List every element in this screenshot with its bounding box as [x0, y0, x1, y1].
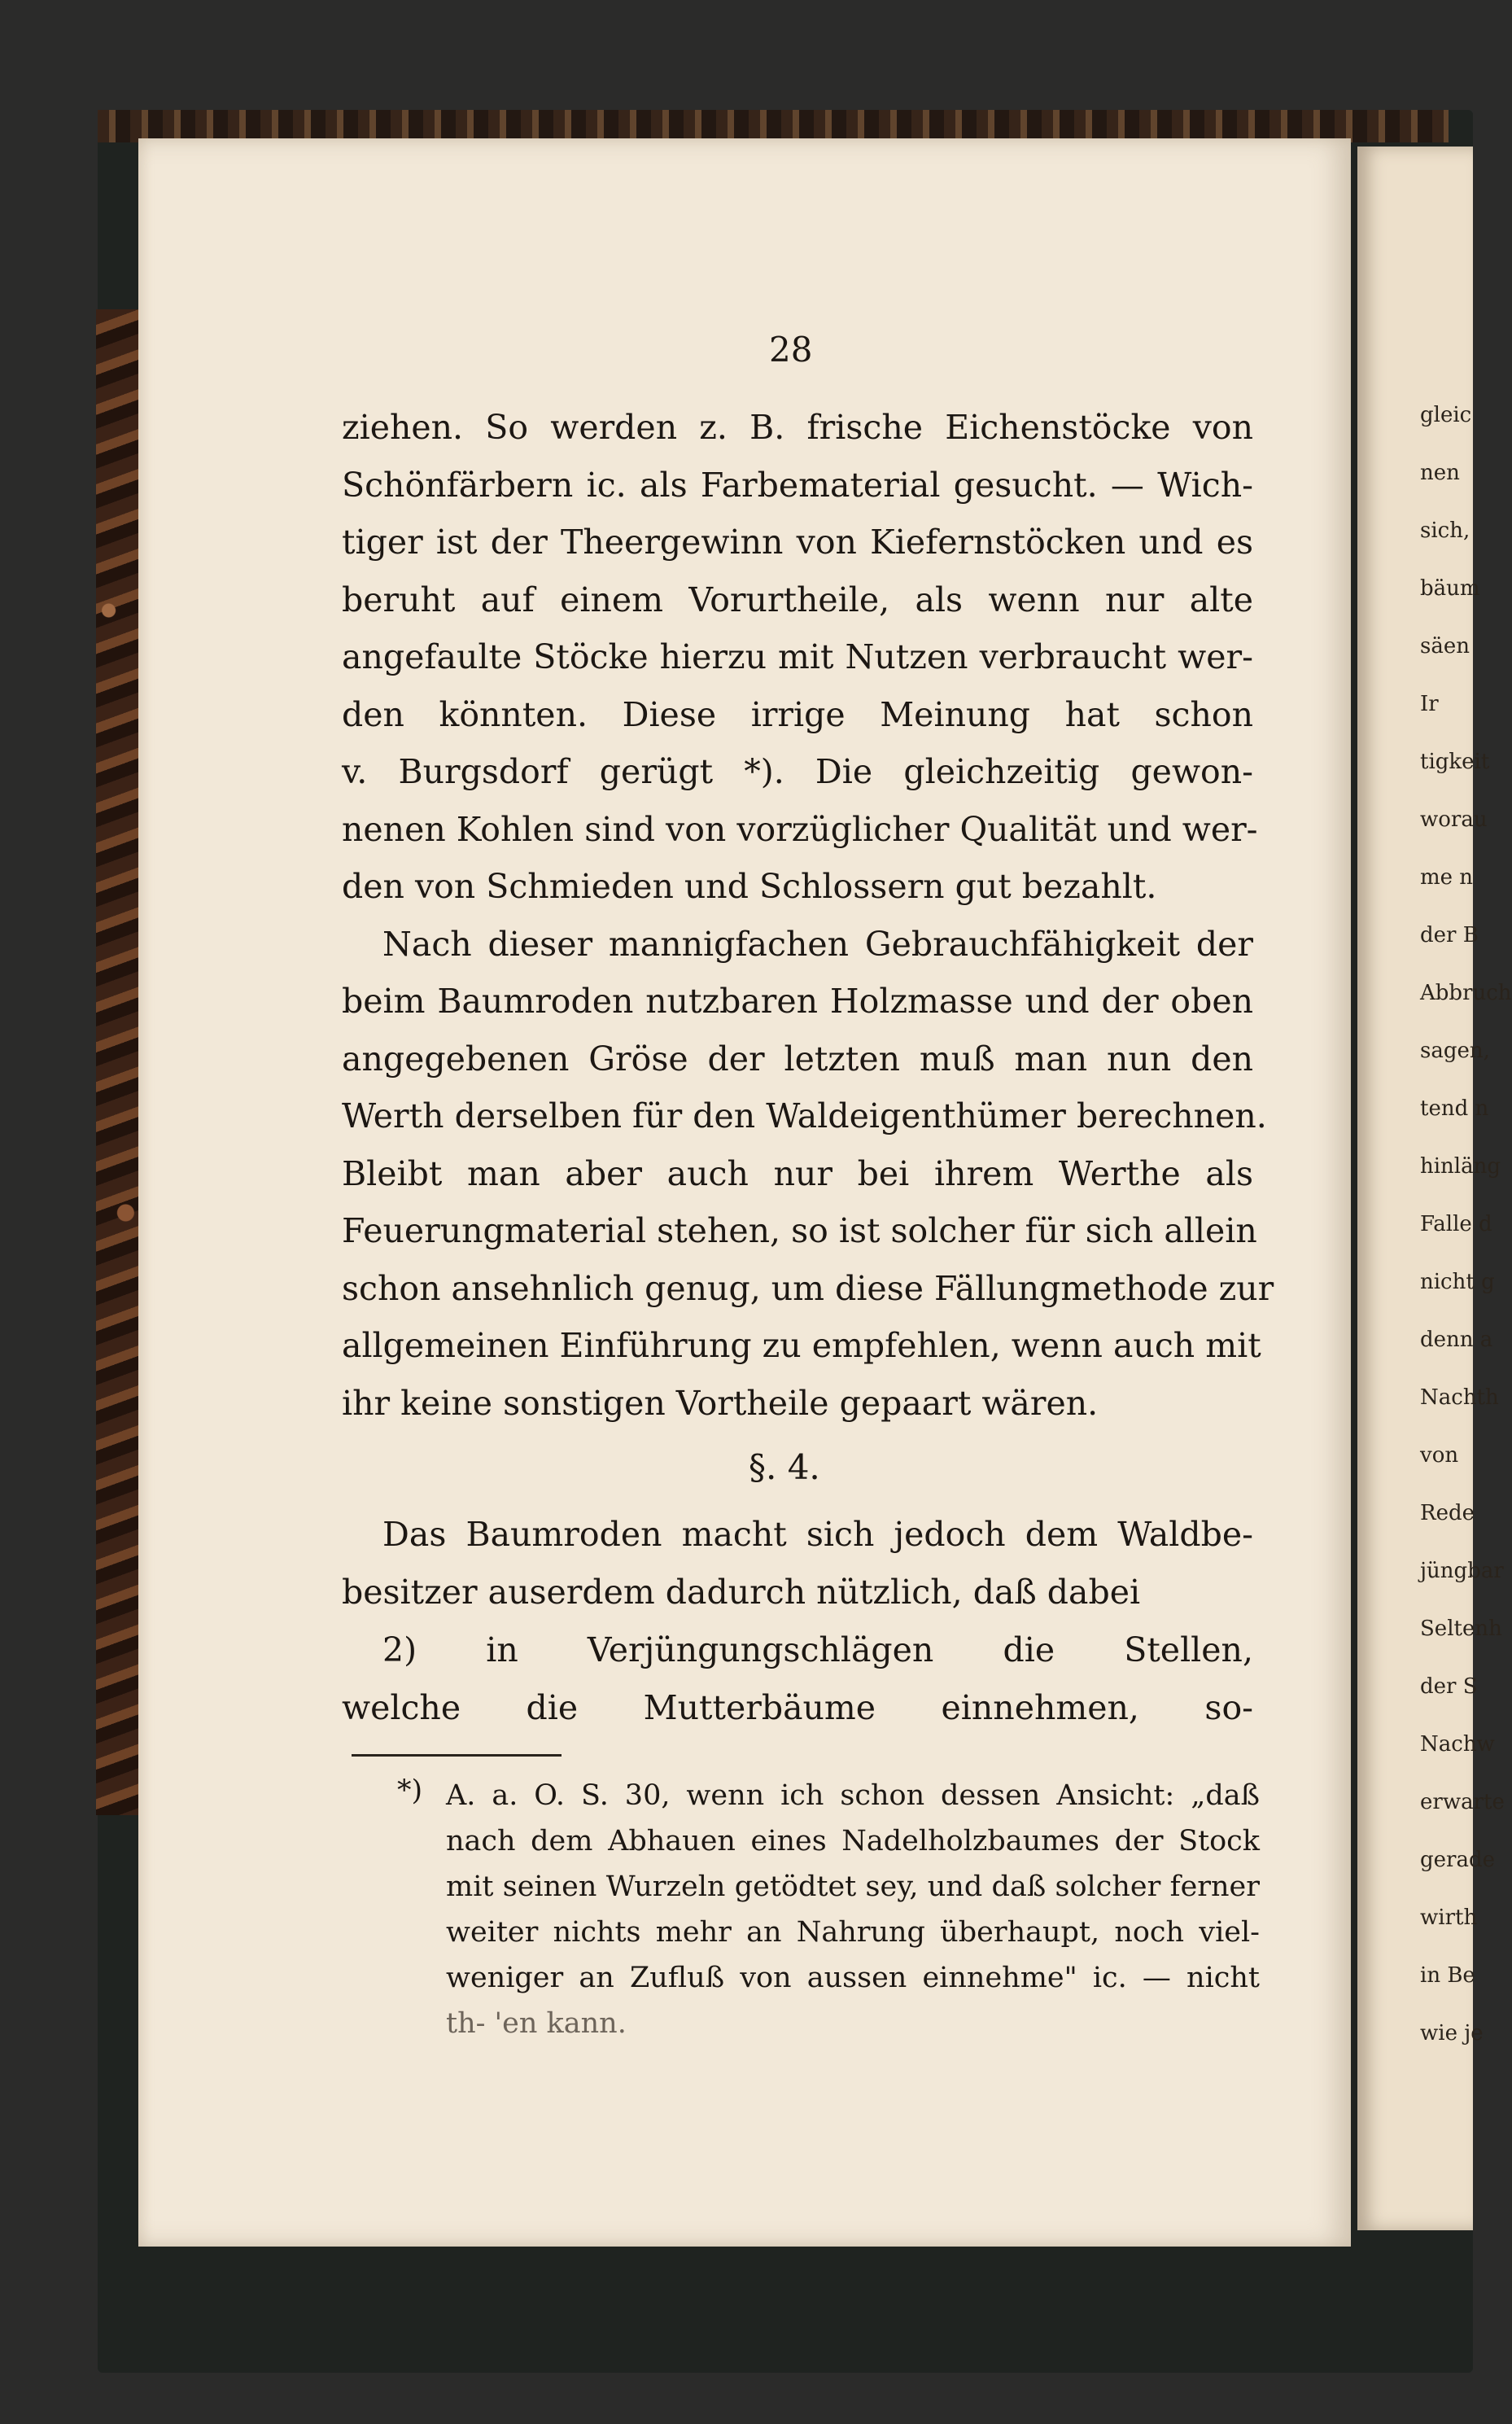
text-line: welche die Mutterbäume einnehmen, so-: [342, 1688, 1253, 1727]
text-line: v. Burgsdorf gerügt *). Die gleichzeitig gewon-: [342, 752, 1253, 791]
facing-page-word: erwarte: [1420, 1790, 1505, 1814]
section-heading: §. 4.: [749, 1447, 820, 1487]
text-line: den von Schmieden und Schlossern gut bezahlt.: [342, 867, 1157, 906]
facing-page-word: der B: [1420, 923, 1479, 947]
facing-page-word: me n: [1420, 865, 1474, 890]
text-line: schon ansehnlich genug, um diese Fällungmethode zur: [342, 1268, 1274, 1308]
text-line: Das Baumroden macht sich jedoch dem Waldbe-: [382, 1515, 1253, 1554]
foot-line: weniger an Zufluß von aussen einnehme" ic. — nicht: [446, 1962, 1260, 1994]
facing-page-word: sich,: [1420, 518, 1470, 543]
facing-page-word: Nachw: [1420, 1732, 1495, 1757]
facing-page-word: nen: [1420, 461, 1460, 485]
facing-page-word: jüngbar: [1420, 1559, 1504, 1583]
text-line: beim Baumroden nutzbaren Holzmasse und der oben: [342, 982, 1253, 1021]
facing-page-word: hinläng: [1420, 1154, 1501, 1179]
facing-page-word: Seltenh: [1420, 1617, 1502, 1641]
text-line: den könnten. Diese irrige Meinung hat schon: [342, 694, 1253, 734]
facing-page-word: tend n: [1420, 1096, 1489, 1121]
foot-line: mit seinen Wurzeln getödtet sey, und daß solcher ferner: [446, 1871, 1260, 1903]
text-line: Feuerungmaterial stehen, so ist solcher für sich allein: [342, 1211, 1257, 1250]
marbled-edge-left: [96, 309, 138, 1815]
facing-page-word: Nachth: [1420, 1385, 1499, 1410]
text-line: angefaulte Stöcke hierzu mit Nutzen verbraucht wer-: [342, 637, 1253, 676]
facing-page-word: Falle d: [1420, 1212, 1492, 1236]
facing-page-word: nicht g: [1420, 1270, 1495, 1294]
text-line: ihr keine sonstigen Vortheile gepaart wären.: [342, 1383, 1099, 1423]
foot-line: nach dem Abhauen eines Nadelholzbaumes der Stock: [446, 1825, 1260, 1857]
facing-page-word: gerade: [1420, 1848, 1495, 1872]
text-line: tiger ist der Theergewinn von Kiefernstöcken und es: [342, 523, 1253, 562]
facing-page-word: Rede: [1420, 1501, 1475, 1525]
facing-page-word: der S: [1420, 1674, 1478, 1699]
facing-page-word: von: [1420, 1443, 1459, 1468]
facing-page-word: Abbruch: [1420, 981, 1512, 1005]
text-line: Werth derselben für den Waldeigenthümer berechnen.: [342, 1096, 1267, 1135]
footnote-marker: *): [397, 1774, 423, 1807]
facing-page-word: wie je: [1420, 2021, 1484, 2046]
text-line: beruht auf einem Vorurtheile, als wenn nur alte: [342, 580, 1253, 619]
foot-line: A. a. O. S. 30, wenn ich schon dessen Ansicht: „daß: [446, 1779, 1260, 1812]
text-line: besitzer auserdem dadurch nützlich, daß dabei: [342, 1573, 1141, 1612]
text-line: Nach dieser mannigfachen Gebrauchfähigkeit der: [382, 924, 1253, 964]
facing-page-word: denn a: [1420, 1328, 1493, 1352]
facing-page-word: gleic: [1420, 403, 1472, 427]
foot-line: weiter nichts mehr an Nahrung überhaupt, noch viel-: [446, 1916, 1260, 1949]
marbled-edge-top: [98, 110, 1449, 142]
facing-page-word: bäum: [1420, 576, 1480, 601]
text-line: allgemeinen Einführung zu empfehlen, wenn auch mit: [342, 1326, 1261, 1365]
text-line: Bleibt man aber auch nur bei ihrem Werthe als: [342, 1153, 1253, 1193]
text-line: Schönfärbern ic. als Farbematerial gesucht. — Wich-: [342, 465, 1253, 505]
footnote-rule: [352, 1754, 562, 1757]
text-line: 2) in Verjüngungschlägen die Stellen,: [382, 1630, 1253, 1669]
text-line: nenen Kohlen sind von vorzüglicher Qualität und wer-: [342, 809, 1258, 849]
foot-line: th- 'en kann.: [446, 2007, 627, 2040]
facing-page-word: tigkeit: [1420, 750, 1490, 774]
facing-page-word: sagen,: [1420, 1039, 1490, 1063]
text-line: ziehen. So werden z. B. frische Eichenstöcke von: [342, 408, 1253, 447]
facing-page-word: säen: [1420, 634, 1470, 659]
facing-page-word: wirth: [1420, 1906, 1478, 1930]
page-number: 28: [769, 330, 813, 370]
facing-page-word: Ir: [1420, 692, 1439, 716]
facing-page-word: worau: [1420, 807, 1488, 832]
facing-page-word: in Be: [1420, 1963, 1475, 1988]
text-line: angegebenen Gröse der letzten muß man nun den: [342, 1039, 1253, 1079]
